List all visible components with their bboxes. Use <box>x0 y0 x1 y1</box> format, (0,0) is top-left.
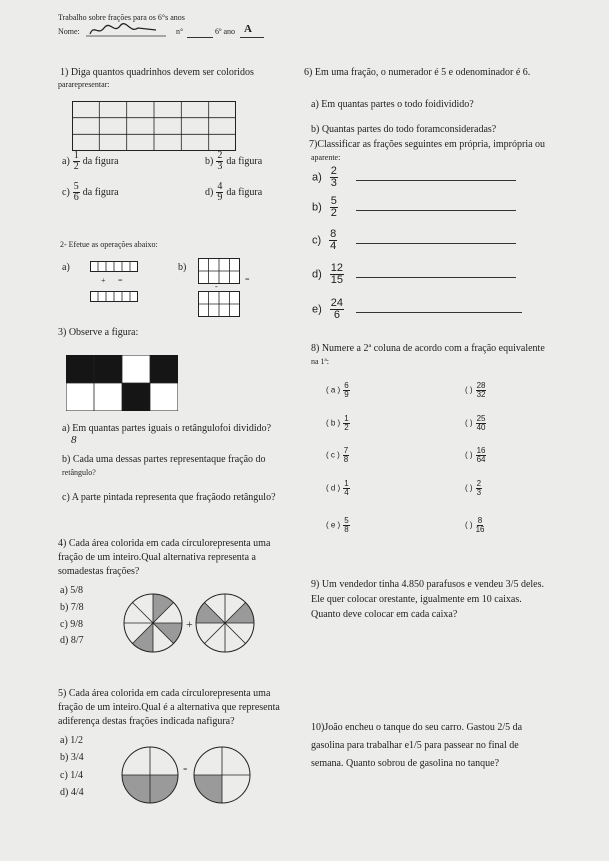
q2-b-label: b) <box>178 262 187 273</box>
q6-a: a) Em quantas partes o todo foidividido? <box>311 99 474 110</box>
q8-right-2[interactable]: ( ) $\frac{25}{40}$ <box>465 414 486 432</box>
q10-line2: gasolina para trabalhar e1/5 para passear no final de <box>311 740 519 751</box>
q8-right-4[interactable]: ( ) $\frac{2}{3}$ <box>465 479 482 497</box>
q5-option-b[interactable]: b) 3/4 <box>60 752 84 763</box>
q8-line2: na 1ª: <box>311 357 329 366</box>
q1-item-a: a) $\frac{1}{2}$ da figura <box>62 150 119 172</box>
number-blank[interactable] <box>187 37 213 38</box>
q2-a-plus: + <box>101 276 106 285</box>
signature-scribble <box>86 22 166 38</box>
q4-circle-right <box>194 592 256 654</box>
q8-left-c: ( c ) $\frac{7}{8}$ <box>326 446 349 464</box>
q7-answer-a[interactable] <box>356 180 516 181</box>
grade-blank <box>240 37 264 38</box>
worksheet-title: Trabalho sobre frações para os 6°s anos <box>58 13 185 22</box>
q7-answer-e[interactable] <box>356 312 522 313</box>
q5-line1: 5) Cada área colorida em cada círculorepresenta uma <box>58 688 271 699</box>
q4-option-a[interactable]: a) 5/8 <box>60 585 84 596</box>
q2-b-grid-bottom <box>198 291 240 317</box>
q2-b-equals: = <box>245 275 250 284</box>
q5-option-c[interactable]: c) 1/4 <box>60 770 84 781</box>
q8-left-b: ( b ) $\frac{1}{2}$ <box>326 414 349 432</box>
q8-left-e: ( e ) $\frac{5}{8}$ <box>326 516 349 534</box>
q5-line3: adiferença destas frações indicada nafigura? <box>58 716 235 727</box>
q10-line1: 10)João encheu o tanque do seu carro. Gastou 2/5 da <box>311 722 523 733</box>
q3-rectangle-figure <box>66 355 178 411</box>
q3-c: c) A parte pintada representa que fraçãodo retângulo? <box>62 492 276 503</box>
q1-item-b: b) $\frac{2}{3}$ da figura <box>205 150 263 172</box>
q9-line3: Quanto deve colocar em cada caixa? <box>311 609 458 620</box>
q7-item-e: e) $\frac{24}{6}$ <box>312 297 344 321</box>
q4-option-b[interactable]: b) 7/8 <box>60 602 84 613</box>
q5-circle-right <box>192 745 252 805</box>
q5-operator: - <box>183 760 188 775</box>
q7-item-c: c) $\frac{8}{4}$ <box>312 228 337 252</box>
q9-line1: 9) Um vendedor tinha 4.850 parafusos e vendeu 3/5 deles. <box>311 579 544 590</box>
q8-left-a: ( a ) $\frac{6}{9}$ <box>326 381 349 399</box>
q8-right-3[interactable]: ( ) $\frac{16}{64}$ <box>465 446 486 464</box>
q1-prompt-line1: 1) Diga quantos quadrinhos devem ser coloridos <box>60 67 254 78</box>
q6-prompt: 6) Em uma fração, o numerador é 5 e odenominador é 6. <box>304 67 531 78</box>
q2-a-bar-bottom <box>90 291 138 302</box>
q7-answer-c[interactable] <box>356 243 516 244</box>
q10-line3: semana. Quanto sobrou de gasolina no tanque? <box>311 758 500 769</box>
q3-b-line1: b) Cada uma dessas partes representaque fração do <box>62 454 266 465</box>
q8-right-1[interactable]: ( ) $\frac{28}{32}$ <box>465 381 486 399</box>
name-label: Nome: <box>58 27 80 36</box>
grade-mark: A <box>244 23 252 35</box>
q8-right-5[interactable]: ( ) $\frac{8}{16}$ <box>465 516 485 534</box>
q2-a-equals: = <box>118 276 123 285</box>
q5-option-d[interactable]: d) 4/4 <box>60 787 84 798</box>
q8-left-d: ( d ) $\frac{1}{4}$ <box>326 479 349 497</box>
q3-a: a) Em quantas partes iguais o retângulofoi dividido? <box>62 423 272 434</box>
q8-line1: 8) Numere a 2ª coluna de acordo com a fração equivalente <box>311 343 545 354</box>
grade-label: 6º ano <box>215 27 236 36</box>
q5-line2: fração de um inteiro.Qual é a alternativa que representa <box>58 702 280 713</box>
q4-option-d[interactable]: d) 8/7 <box>60 635 84 646</box>
q7-answer-d[interactable] <box>356 277 516 278</box>
q1-grid <box>72 101 236 151</box>
q5-circle-left <box>120 745 180 805</box>
q4-operator: + <box>186 617 193 631</box>
q2-prompt: 2- Efetue as operações abaixo: <box>60 240 158 249</box>
q4-line3: somadestas frações? <box>58 566 140 577</box>
q7-item-a: a) $\frac{2}{3}$ <box>312 165 337 189</box>
q4-circle-left <box>122 592 184 654</box>
q7-line2: aparente: <box>311 153 341 162</box>
q3-prompt: 3) Observe a figura: <box>58 327 139 338</box>
q9-line2: Ele quer colocar orestante, igualmente em 10 caixas. <box>311 594 522 605</box>
q4-option-c[interactable]: c) 9/8 <box>60 619 84 630</box>
q7-item-d: d) $\frac{12}{15}$ <box>312 262 344 286</box>
q2-a-label: a) <box>62 262 70 273</box>
q6-b: b) Quantas partes do todo foramconsideradas? <box>311 124 497 135</box>
q7-line1: 7)Classificar as frações seguintes em própria, imprópria ou <box>309 139 546 150</box>
q7-item-b: b) $\frac{5}{2}$ <box>312 195 337 219</box>
q2-a-bar-top <box>90 261 138 272</box>
number-label: n° <box>176 27 184 36</box>
q1-item-c: c) $\frac{5}{6}$ da figura <box>62 181 119 203</box>
q3-a-answer: 8 <box>71 434 77 446</box>
q7-answer-b[interactable] <box>356 210 516 211</box>
q1-prompt-line2: pararepresentar: <box>58 80 110 89</box>
q2-b-grid-top <box>198 258 240 284</box>
q5-option-a[interactable]: a) 1/2 <box>60 735 84 746</box>
q3-b-line2: retângulo? <box>62 468 96 477</box>
q2-b-minus: - <box>215 282 218 291</box>
q4-line1: 4) Cada área colorida em cada círculorepresenta uma <box>58 538 271 549</box>
q4-line2: fração de um inteiro.Qual alternativa representa a <box>58 552 256 563</box>
q1-item-d: d) $\frac{4}{9}$ da figura <box>205 181 263 203</box>
